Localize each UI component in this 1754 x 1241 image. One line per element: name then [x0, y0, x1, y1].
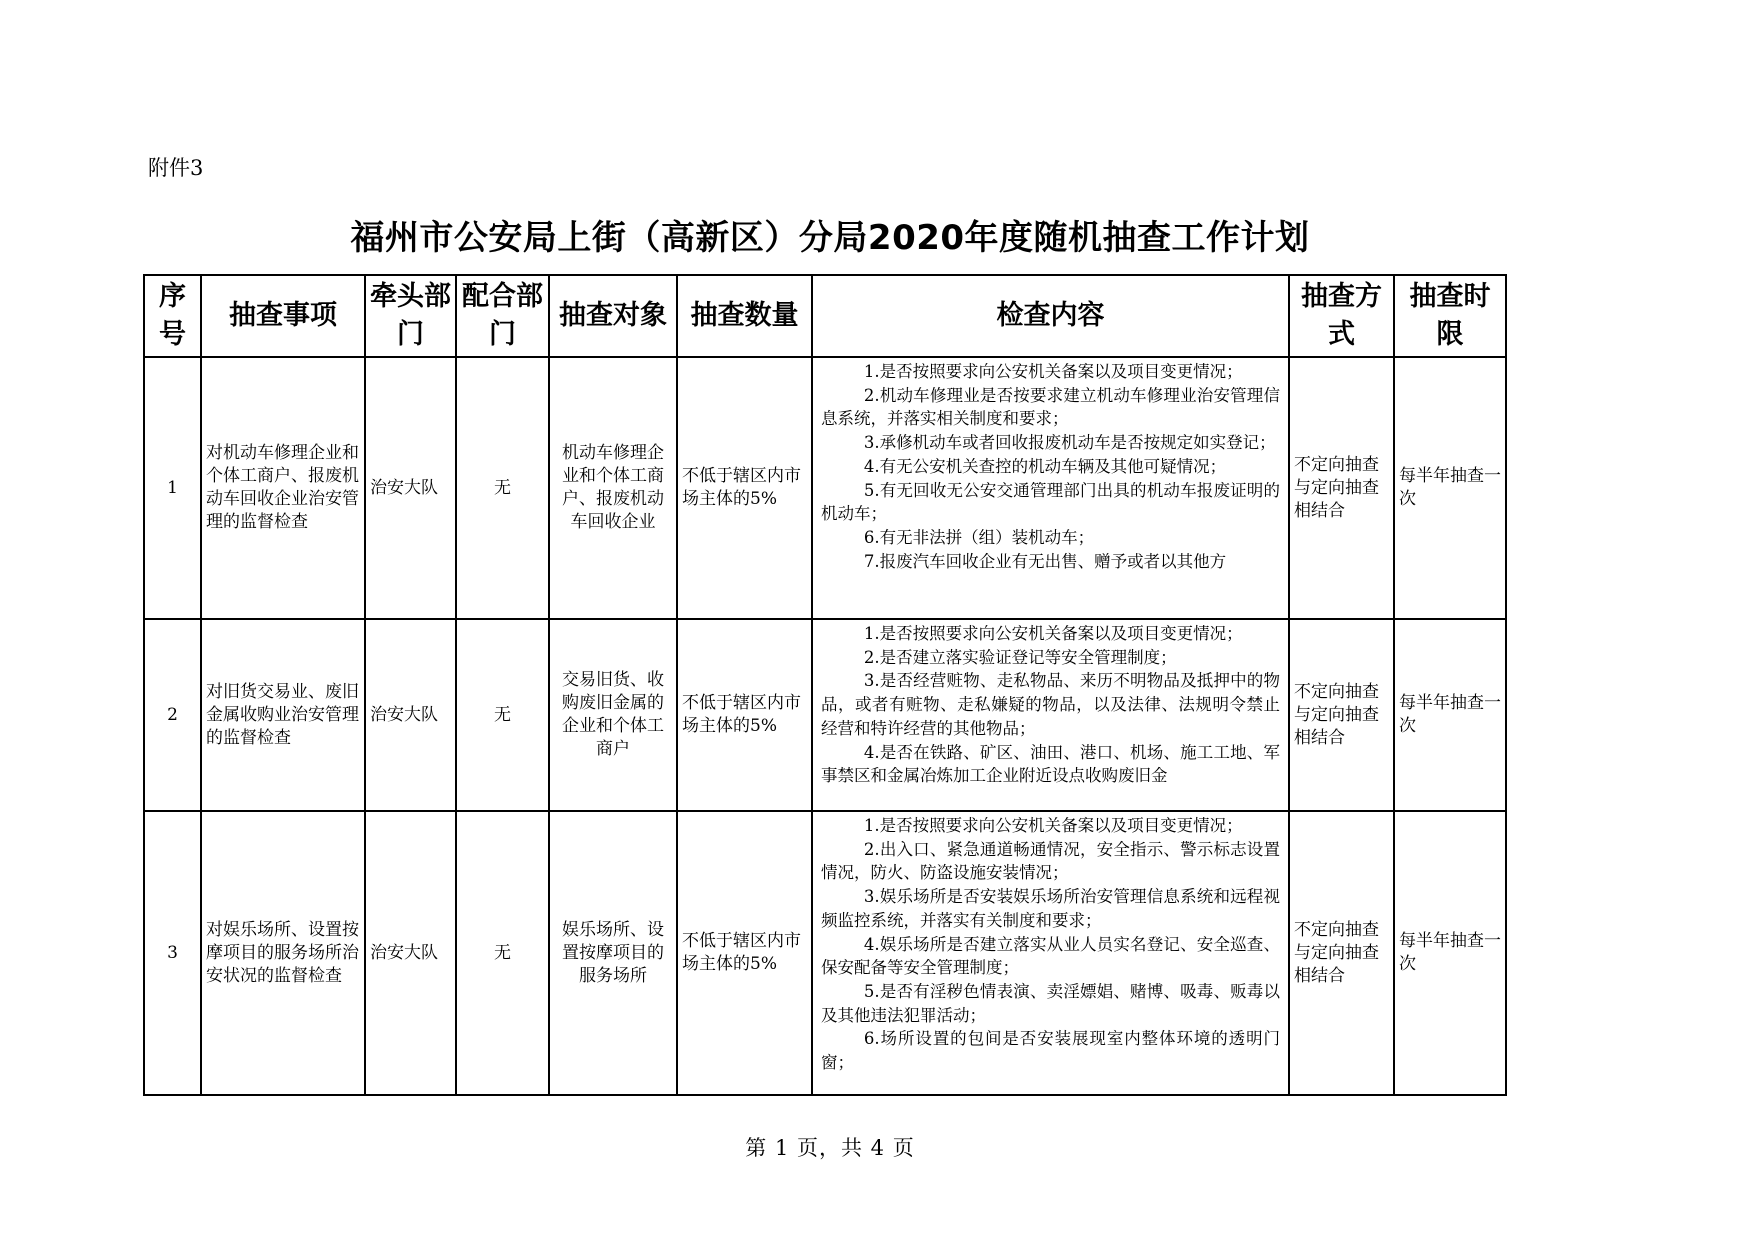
cell-lead-dept: 治安大队 — [365, 811, 456, 1095]
page-title: 福州市公安局上街（高新区）分局2020年度随机抽查工作计划 — [350, 218, 1310, 258]
page-footer: 第 1 页，共 4 页 — [745, 1136, 915, 1160]
content-line: 1.是否按照要求向公安机关备案以及项目变更情况； — [863, 816, 1243, 835]
cell-lead-dept: 治安大队 — [365, 357, 456, 619]
cell-content — [812, 619, 1289, 811]
header-quantity: 抽查数量 — [677, 275, 812, 357]
cell-method: 不定向抽查与定向抽查相结合 — [1289, 811, 1394, 1095]
cell-content — [812, 811, 1289, 1095]
content-line: 1.是否按照要求向公安机关备案以及项目变更情况； — [863, 362, 1243, 381]
cell-target: 交易旧货、收购废旧金属的企业和个体工商户 — [549, 619, 677, 811]
content-line: 1.是否按照要求向公安机关备案以及项目变更情况； — [863, 624, 1243, 643]
content-line: 4.是否在铁路、矿区、油田、港口、机场、施工工地、军事禁区和金属冶炼加工企业附近设点收购废旧金 — [821, 742, 1280, 786]
inspection-plan-table — [143, 274, 1507, 1096]
cell-seq: 2 — [144, 619, 201, 811]
cell-period: 每半年抽查一次 — [1394, 619, 1506, 811]
cell-quantity: 不低于辖区内市场主体的5% — [677, 811, 812, 1095]
content-line: 4.娱乐场所是否建立落实从业人员实名登记、安全巡查、保安配备等安全管理制度； — [821, 934, 1280, 978]
content-line: 3.娱乐场所是否安装娱乐场所治安管理信息系统和远程视频监控系统，并落实有关制度和要求； — [821, 887, 1280, 930]
header-seq: 序号 — [144, 275, 201, 357]
content-line: 2.是否建立落实验证登记等安全管理制度； — [863, 647, 1177, 667]
cell-coop-dept: 无 — [456, 811, 549, 1095]
content-line: 4.有无公安机关查控的机动车辆及其他可疑情况； — [863, 456, 1227, 476]
cell-target: 机动车修理企业和个体工商户、报废机动车回收企业 — [549, 357, 677, 619]
cell-quantity: 不低于辖区内市场主体的5% — [677, 619, 812, 811]
cell-method: 不定向抽查与定向抽查相结合 — [1289, 619, 1394, 811]
header-lead-dept: 牵头部门 — [365, 275, 456, 357]
content-line: 3.是否经营赃物、走私物品、来历不明物品及抵押中的物品，或者有赃物、走私嫌疑的物品，以及法律、法规明令禁止经营和特许经营的其他物品； — [821, 671, 1280, 738]
cell-period: 每半年抽查一次 — [1394, 811, 1506, 1095]
cell-content — [812, 357, 1289, 619]
content-line: 5.有无回收无公安交通管理部门出具的机动车报废证明的机动车； — [821, 480, 1280, 524]
cell-seq: 1 — [144, 357, 201, 619]
table-header-row — [144, 275, 1506, 357]
cell-period: 每半年抽查一次 — [1394, 357, 1506, 619]
cell-coop-dept: 无 — [456, 357, 549, 619]
cell-target: 娱乐场所、设置按摩项目的服务场所 — [549, 811, 677, 1095]
content-line: 3.承修机动车或者回收报废机动车是否按规定如实登记； — [863, 433, 1276, 453]
table-row — [144, 357, 1506, 619]
content-line: 6.有无非法拼（组）装机动车； — [863, 527, 1095, 547]
cell-method: 不定向抽查与定向抽查相结合 — [1289, 357, 1394, 619]
cell-coop-dept: 无 — [456, 619, 549, 811]
cell-quantity: 不低于辖区内市场主体的5% — [677, 357, 812, 619]
cell-seq: 3 — [144, 811, 201, 1095]
header-content: 检查内容 — [812, 275, 1289, 357]
content-line: 2.出入口、紧急通道畅通情况，安全指示、警示标志设置情况，防火、防盗设施安装情况； — [821, 839, 1280, 883]
table-row — [144, 619, 1506, 811]
cell-item: 对机动车修理企业和个体工商户、报废机动车回收企业治安管理的监督检查 — [201, 357, 365, 619]
table-row — [144, 811, 1506, 1095]
header-target: 抽查对象 — [549, 275, 677, 357]
header-coop-dept: 配合部门 — [456, 275, 549, 357]
header-method: 抽查方式 — [1289, 275, 1394, 357]
content-line: 7.报废汽车回收企业有无出售、赠予或者以其他方 — [863, 551, 1227, 571]
content-line: 5.是否有淫秽色情表演、卖淫嫖娼、赌博、吸毒、贩毒以及其他违法犯罪活动； — [821, 981, 1280, 1025]
cell-item: 对旧货交易业、废旧金属收购业治安管理的监督检查 — [201, 619, 365, 811]
content-line: 6.场所设置的包间是否安装展现室内整体环境的透明门窗； — [821, 1029, 1280, 1073]
attachment-label: 附件3 — [148, 156, 204, 180]
content-line: 2.机动车修理业是否按要求建立机动车修理业治安管理信息系统，并落实相关制度和要求； — [821, 385, 1280, 429]
header-item: 抽查事项 — [201, 275, 365, 357]
cell-item: 对娱乐场所、设置按摩项目的服务场所治安状况的监督检查 — [201, 811, 365, 1095]
cell-lead-dept: 治安大队 — [365, 619, 456, 811]
header-period: 抽查时限 — [1394, 275, 1506, 357]
